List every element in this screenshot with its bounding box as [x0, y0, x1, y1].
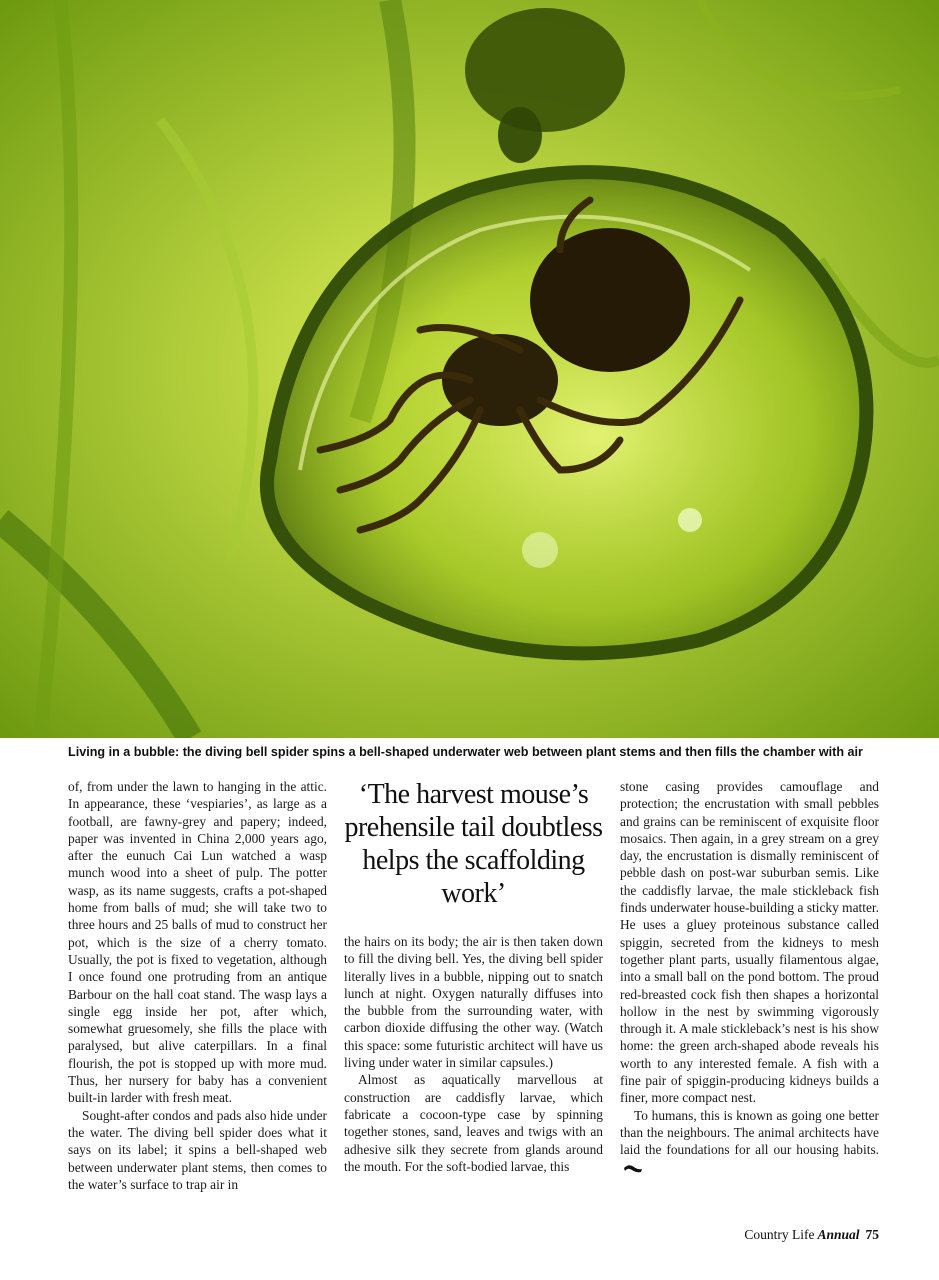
end-mark-icon	[623, 1162, 643, 1174]
last-paragraph	[620, 1107, 879, 1176]
article-column-3	[620, 778, 879, 1176]
paragraph-text: To humans, this is known as going one better than the neighbours. The animal architects have laid the foundations for all our housing habits.	[620, 1107, 879, 1158]
pull-quote: ‘The harvest mouse’s prehensile tail doubtless helps the scaffolding work’	[344, 779, 603, 909]
paragraph: Almost as aquatically marvellous at construction are caddisfly larvae, which fabricate a cocoon-type case by spinning together stones, sand, leaves and twigs with an adhesive silk they secrete from glands around the mouth. For the soft-bodied larvae, this	[344, 1072, 603, 1174]
paragraph: Sought-after condos and pads also hide under the water. The diving bell spider does what it says on its label; it spins a bell-shaped web between underwater plant stems, then comes to the water’s surface to trap air in	[68, 1107, 327, 1192]
paragraph: the hairs on its body; the air is then taken down to fill the diving bell. Yes, the diving bell spider literally lives in a bubble, nipping out to snatch lunch at night. Oxygen naturally diffuses into the bubble from the surrounding water, with carbon dioxide diffusing the other way. (Watch this space: some futuristic architect will have us living under water in similar capsules.)	[344, 934, 603, 1071]
edition-name: Annual	[817, 1227, 860, 1242]
page-number: 75	[865, 1227, 879, 1242]
paragraph: of, from under the lawn to hanging in the attic. In appearance, these ‘vespiaries’, as large as a football, are fawny-grey and papery; indeed, paper was invented in China 2,000 years ago, after the eunuch Cai Lun watched a wasp munch wood into a sheet of pulp. The potter wasp, as its name suggests, crafts a pot-shaped home from balls of mud; she will take two to three hours and 25 balls of mud to construct her pot, which is the size of a cherry tomato. Usually, the pot is fixed to vegetation, although I once found one protruding from an antique Barbour on the hall coat stand. The wasp lays a single egg inside her pot, after which, somewhat gruesomely, she fills the place with paralysed, but alive caterpillars. In a final flourish, the pot is stopped up with more mud. Thus, her nursery for baby has a convenient built-in larder with fresh meat.	[68, 779, 327, 1106]
magazine-name: Country Life	[744, 1227, 815, 1242]
photo-caption: Living in a bubble: the diving bell spider spins a bell-shaped underwater web between plant stems and then fills the chamber with air	[68, 745, 863, 759]
article-column-2	[344, 933, 603, 1175]
paragraph: stone casing provides camouflage and protection; the encrustation with small pebbles and grains can be reminiscent of exquisite floor mosaics. Then again, in a grey stream on a grey day, the encrustation is dismally reminiscent of pebble dash on post-war suburban semis. Like the caddisfly larvae, the male stickleback fish finds underwater house-building a sticky matter. He uses a gluey proteinous substance called spiggin, secreted from the kidneys to mesh together plant parts, usually filamentous algae, into a small ball on the pond bottom. The proud red-breasted cock fish then shapes a horizontal hollow in the nest by swimming vigorously through it. A male stickleback’s nest is his show home: the green arch-shaped abode reveals his worth to any interested female. A fish with a fine pair of spiggin-producing kidneys builds a finer, more compact nest.	[620, 779, 879, 1106]
article-column-1	[68, 778, 327, 1193]
page-footer	[744, 1227, 879, 1243]
